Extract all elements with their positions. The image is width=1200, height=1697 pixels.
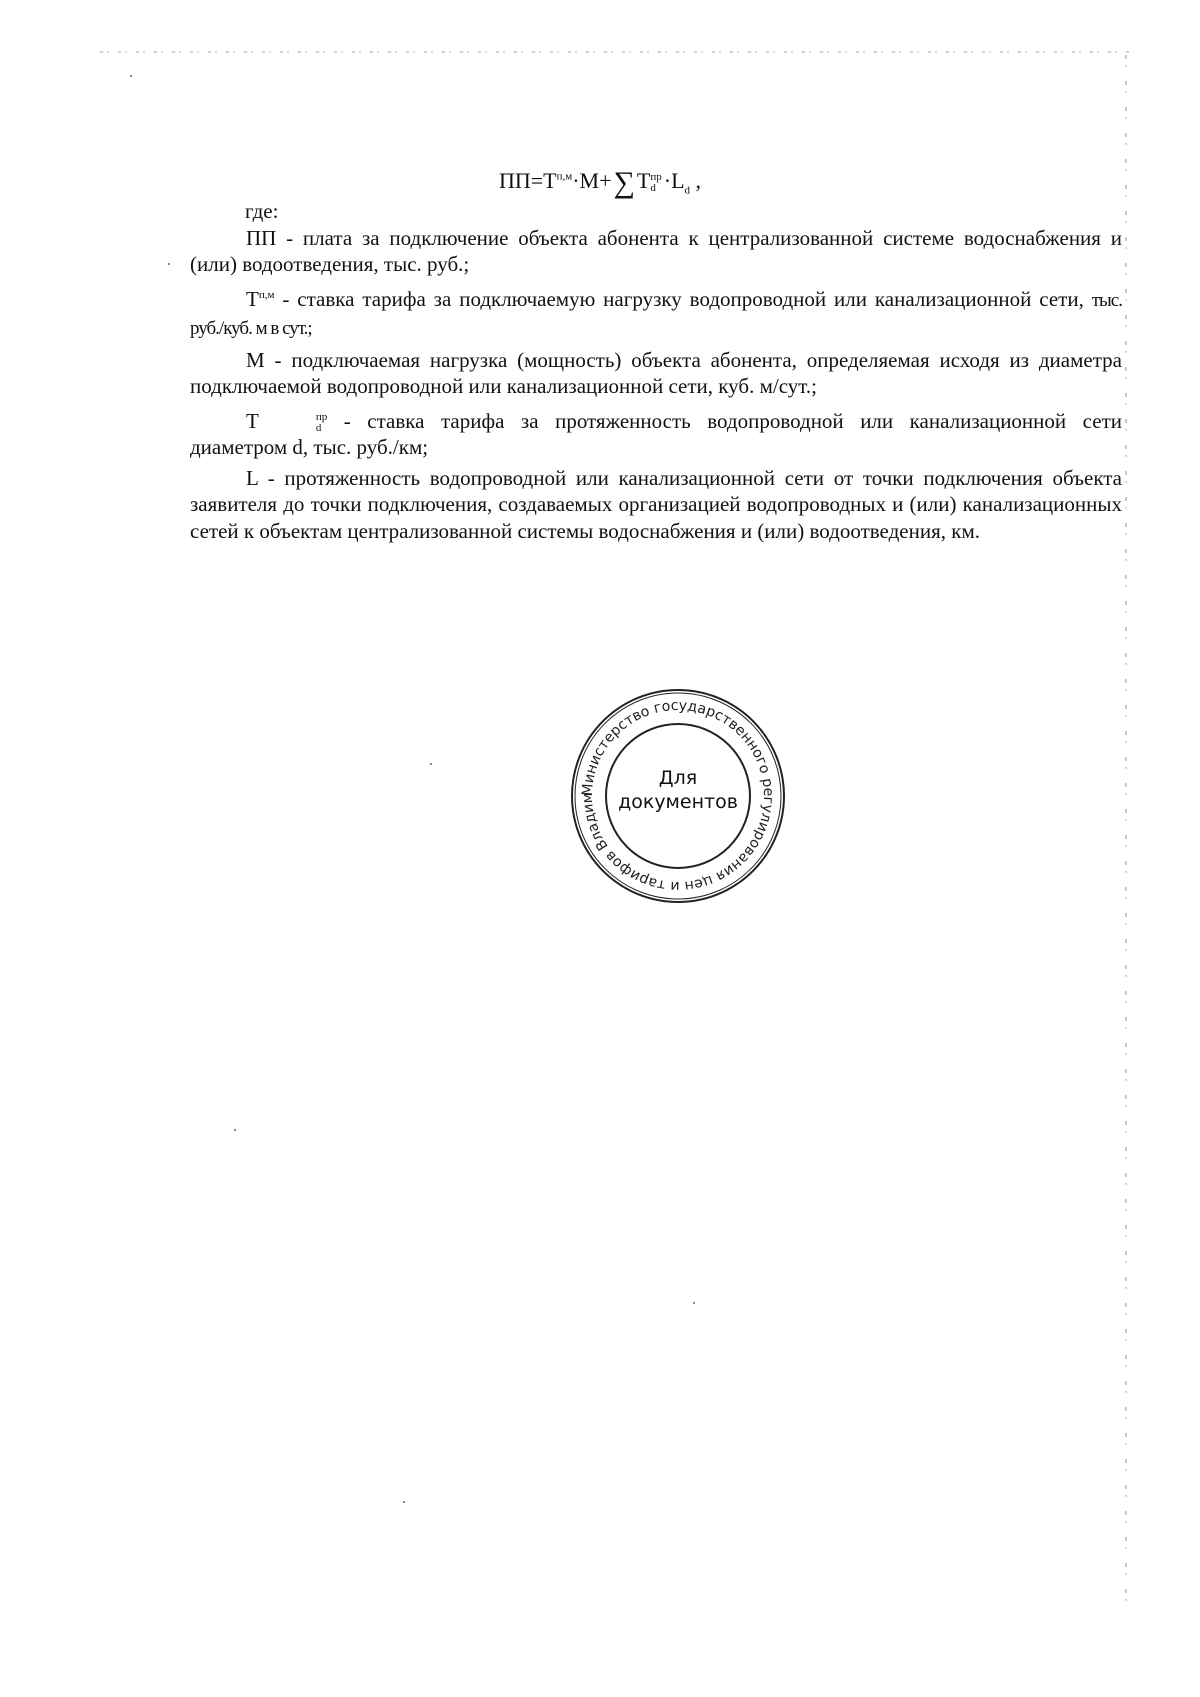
definition-m: М - подключаемая нагрузка (мощность) объекта абонента, определяемая исходя из диаметра подключаемой водопроводной или канализационной сети, куб. м/сут.;	[190, 347, 1122, 398]
formula-sum: ∑	[613, 166, 635, 199]
scan-speck	[168, 263, 170, 265]
formula-l-sub: d	[684, 184, 691, 197]
scan-artifact-top	[100, 51, 1130, 53]
symbol-t-pr-sub: d	[315, 421, 322, 434]
formula-t2: Т	[636, 168, 651, 193]
symbol-t-sup: п,м	[258, 288, 275, 301]
where-label: где:	[245, 199, 279, 223]
definition-pp: ПП - плата за подключение объекта абонента к централизованной системе водоснабжения и (или) водоотведения, тыс. руб.;	[190, 225, 1122, 276]
scan-speck	[693, 1302, 695, 1304]
scan-speck	[403, 1501, 405, 1503]
official-stamp	[568, 686, 788, 906]
payment-formula	[300, 166, 900, 200]
formula-tail: ,	[690, 168, 702, 193]
formula-t: Т	[543, 168, 557, 193]
definition-t-pr-text: - ставка тарифа за протяженность водопроводной или канализационной сети диаметром d, тыс. руб./км;	[190, 408, 1122, 459]
formula-plus: +	[599, 168, 612, 193]
scan-speck	[130, 75, 132, 77]
formula-lhs: ПП	[498, 168, 531, 193]
symbol-t-pr: Т	[246, 408, 259, 433]
formula-t-sup: п,м	[556, 170, 573, 183]
definition-t-pr	[190, 408, 1122, 461]
formula-t2-sup: пр	[650, 170, 662, 183]
definition-l: L - протяженность водопроводной или канализационной сети от точки подключения объекта заявителя до точки подключения, создаваемых организацией водопроводных и (или) канализационных сетей к объектам централизованной системы водоснабжения и (или) водоотведения, км.	[190, 465, 1122, 543]
formula-l: ·L	[663, 168, 685, 193]
definitions-text	[190, 198, 1122, 544]
formula-m: ·М	[572, 168, 600, 193]
formula-equals: =	[530, 168, 544, 193]
formula-t2-sub: d	[650, 181, 656, 194]
scan-speck	[234, 1129, 236, 1131]
stamp-center-text	[568, 766, 788, 814]
scan-artifact-right	[1125, 55, 1127, 1615]
scan-speck	[430, 763, 432, 765]
symbol-t: Т	[246, 286, 259, 311]
stamp-ring-text: Министерство государственного регулирования цен и тарифов Владим	[579, 697, 777, 895]
stamp-line-1: Для	[658, 767, 698, 789]
symbol-t-pr-sup: пр	[315, 410, 328, 423]
definition-t-pm-unit: тыс. руб./куб. м в сут.;	[190, 289, 1122, 339]
stamp-line-2: документов	[618, 791, 738, 813]
definition-t-pm	[190, 282, 1122, 343]
definition-t-pm-text: - ставка тарифа за подключаемую нагрузку водопроводной или канализационной сети,	[274, 286, 1092, 311]
